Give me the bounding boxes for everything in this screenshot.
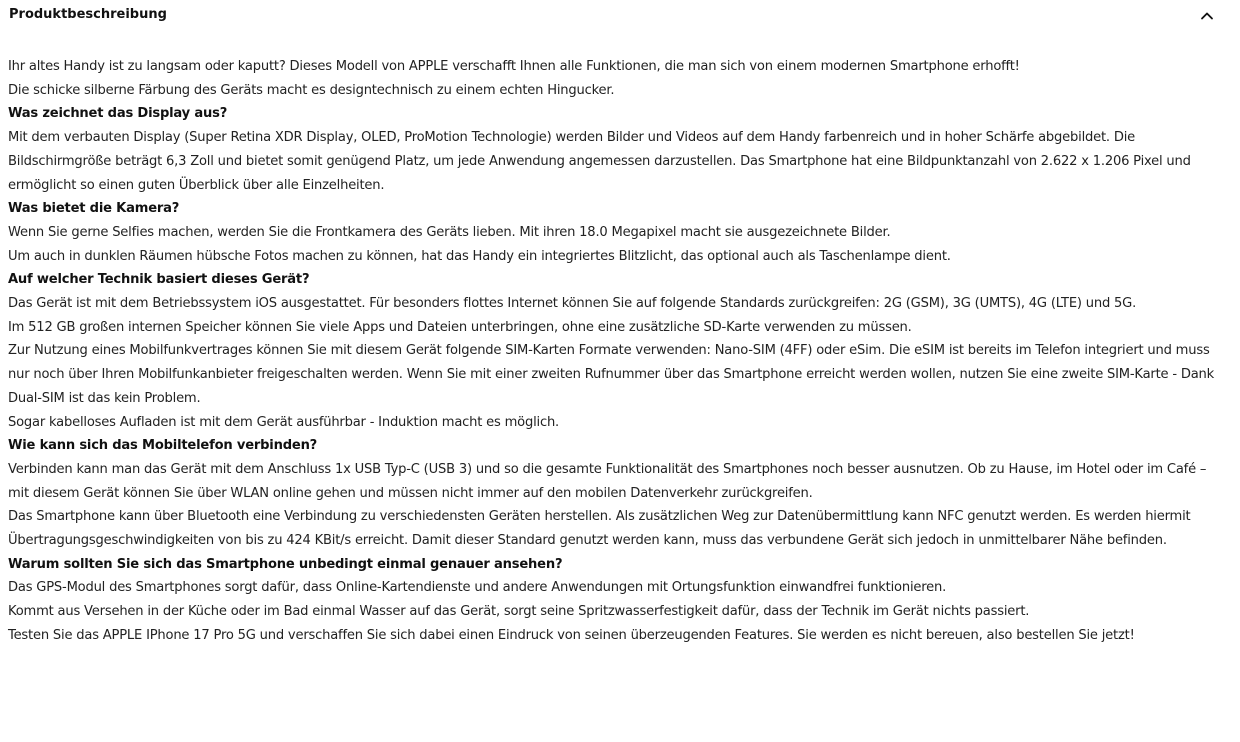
description-paragraph: Sogar kabelloses Aufladen ist mit dem Gerät ausführbar - Induktion macht es möglich. [8,414,560,430]
chevron-up-icon[interactable] [1199,8,1215,24]
description-paragraph: Das Smartphone kann über Bluetooth eine Verbindung zu verschiedensten Geräten herstellen. Als zusätzlichen Weg zur Datenübermittlung kann NFC genutzt werden. Es werden hiermit Übertragungsgeschwindigkeiten von bis zu 424 KBit/s erreicht. Damit dieser Standard genutzt werden kann, muss das verbundene Gerät sich jedoch in unmittelbarer Nähe befinden. [8,509,1191,549]
description-heading: Was bietet die Kamera? [8,201,180,217]
description-paragraph: Die schicke silberne Färbung des Geräts macht es designtechnisch zu einem echten Hingucker. [8,82,615,98]
description-heading: Auf welcher Technik basiert dieses Gerät? [8,272,310,288]
description-heading: Warum sollten Sie sich das Smartphone unbedingt einmal genauer ansehen? [8,556,563,572]
description-paragraph: Ihr altes Handy ist zu langsam oder kaputt? Dieses Modell von APPLE verschafft Ihnen alle Funktionen, die man sich von einem modernen Smartphone erhofft! [8,59,1020,74]
description-paragraph: Kommt aus Versehen in der Küche oder im Bad einmal Wasser auf das Gerät, sorgt seine Spritzwasserfestigkeit dafür, dass der Technik im Gerät nichts passiert. [8,604,1030,620]
description-paragraph: Im 512 GB großen internen Speicher können Sie viele Apps und Dateien unterbringen, ohne eine zusätzliche SD-Karte verwenden zu müssen. [8,319,912,335]
description-paragraph: Mit dem verbauten Display (Super Retina XDR Display, OLED, ProMotion Technologie) werden Bilder und Videos auf dem Handy farbenreich und in hoher Schärfe abgebildet. Die Bildschirmgröße beträgt 6,3 Zoll und bietet somit genügend Platz, um jede Anwendung angemessen darzustellen. Das Smartphone hat eine Bildpunktanzahl von 2.622 x 1.206 Pixel und ermöglicht so einen guten Überblick über alle Einzelheiten. [8,130,1191,193]
accordion-title: Produktbeschreibung [9,7,167,22]
description-paragraph: Das Gerät ist mit dem Betriebssystem iOS ausgestattet. Für besonders flottes Internet können Sie auf folgende Standards zurückgreifen: 2G (GSM), 3G (UMTS), 4G (LTE) und 5G. [8,296,1137,312]
description-paragraph: Das GPS-Modul des Smartphones sorgt dafür, dass Online-Kartendienste und andere Anwendungen mit Ortungsfunktion einwandfrei funktionieren. [8,580,947,596]
description-paragraph: Testen Sie das APPLE IPhone 17 Pro 5G und verschaffen Sie sich dabei einen Eindruck von seinen überzeugenden Features. Sie werden es nicht bereuen, also bestellen Sie jetzt! [8,627,1135,643]
description-heading: Was zeichnet das Display aus? [8,106,228,122]
description-paragraph: Um auch in dunklen Räumen hübsche Fotos machen zu können, hat das Handy ein integriertes Blitzlicht, das optional auch als Taschenlampe dient. [8,248,951,264]
description-paragraph: Verbinden kann man das Gerät mit dem Anschluss 1x USB Typ-C (USB 3) und so die gesamte Funktionalität des Smartphones noch besser ausnutzen. Ob zu Hause, im Hotel oder im Café – mit diesem Gerät können Sie über WLAN online gehen und müssen nicht immer auf den mobilen Datenverkehr zurückgreifen. [8,461,1207,501]
description-heading: Wie kann sich das Mobiltelefon verbinden? [8,438,318,454]
description-paragraph: Wenn Sie gerne Selfies machen, werden Sie die Frontkamera des Geräts lieben. Mit ihren 18.0 Megapixel macht sie ausgezeichnete Bilder. [8,224,891,240]
product-description-body [8,55,1230,648]
description-paragraph: Zur Nutzung eines Mobilfunkvertrages können Sie mit diesem Gerät folgende SIM-Karten Formate verwenden: Nano-SIM (4FF) oder eSim. Die eSIM ist bereits im Telefon integriert und muss nur noch über Ihren Mobilfunkanbieter freigeschalten werden. Wenn Sie mit einer zweiten Rufnummer über das Smartphone erreicht werden wollen, nutzen Sie eine zweite SIM-Karte - Dank Dual-SIM ist das kein Problem. [8,343,1215,406]
accordion-header-produktbeschreibung[interactable] [0,0,1240,32]
